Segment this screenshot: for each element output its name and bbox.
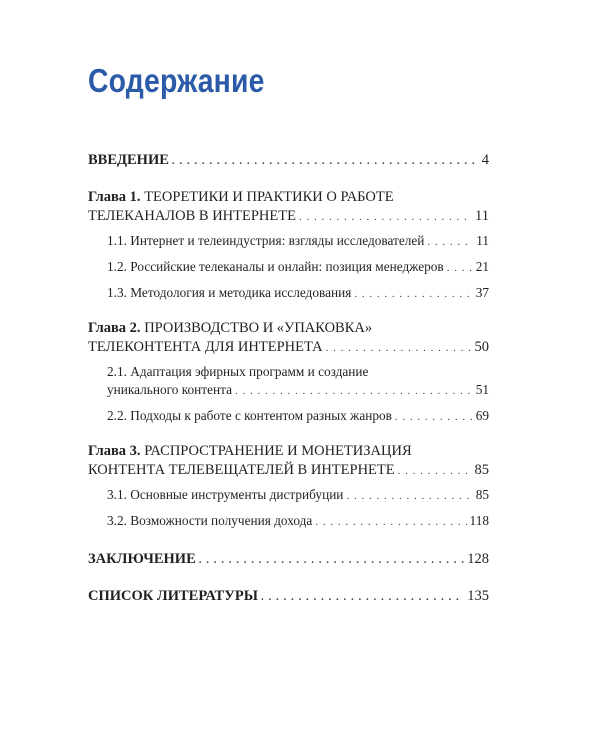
toc-section-2-1[interactable] bbox=[107, 363, 489, 400]
chapter-title-line2[interactable] bbox=[88, 338, 489, 358]
chapter-title-part1: РАСПРОСТРАНЕНИЕ И МОНЕТИЗАЦИЯ bbox=[144, 443, 412, 459]
chapter-title-part2: КОНТЕНТА ТЕЛЕВЕЩАТЕЛЕЙ В ИНТЕРНЕТЕ bbox=[88, 462, 395, 478]
chapter-title-line[interactable] bbox=[88, 442, 489, 461]
toc-chapter-2 bbox=[88, 319, 489, 426]
chapter-title-part2: ТЕЛЕКОНТЕНТА ДЛЯ ИНТЕРНЕТА bbox=[88, 339, 323, 355]
chapter-2-sections bbox=[107, 363, 489, 426]
chapter-title-line[interactable] bbox=[88, 319, 489, 338]
chapter-title-line[interactable] bbox=[88, 188, 489, 207]
chapter-3-sections bbox=[107, 486, 489, 531]
toc-page-number: 21 bbox=[475, 259, 489, 274]
toc-page-number: 128 bbox=[467, 551, 489, 567]
dot-leader bbox=[354, 285, 472, 303]
toc-chapter-3 bbox=[88, 442, 489, 531]
toc-page-number: 50 bbox=[474, 339, 489, 355]
toc-page-number: 135 bbox=[467, 588, 489, 604]
toc-section-1-3[interactable] bbox=[107, 284, 489, 303]
toc-page-number: 85 bbox=[474, 462, 489, 478]
dot-leader bbox=[235, 382, 473, 400]
section-title-cont: уникального контента bbox=[107, 382, 232, 397]
section-title: 1.1. Интернет и телеиндустрия: взгляды исследователей bbox=[107, 233, 425, 248]
toc-entry-label: ЗАКЛЮЧЕНИЕ bbox=[88, 551, 196, 567]
table-of-contents bbox=[88, 151, 489, 607]
toc-page-number: 11 bbox=[475, 208, 489, 224]
section-title: 3.1. Основные инструменты дистрибуции bbox=[107, 487, 344, 502]
toc-page-number: 118 bbox=[469, 513, 489, 528]
toc-page-number: 69 bbox=[475, 408, 489, 423]
toc-section-3-1[interactable] bbox=[107, 486, 489, 505]
section-title: 1.2. Российские телеканалы и онлайн: позиция менеджеров bbox=[107, 259, 444, 274]
chapter-title-line2[interactable] bbox=[88, 461, 489, 481]
dot-leader bbox=[172, 152, 479, 171]
toc-entry-label: СПИСОК ЛИТЕРАТУРЫ bbox=[88, 588, 258, 604]
dot-leader bbox=[398, 462, 472, 481]
dot-leader bbox=[427, 233, 473, 251]
dot-leader bbox=[326, 339, 472, 358]
toc-page-number: 11 bbox=[476, 233, 489, 248]
chapter-number: Глава 2. bbox=[88, 320, 141, 336]
toc-entry-intro[interactable] bbox=[88, 151, 489, 171]
chapter-title-line2[interactable] bbox=[88, 207, 489, 227]
toc-entry-label: ВВЕДЕНИЕ bbox=[88, 152, 169, 168]
dot-leader bbox=[447, 259, 473, 277]
chapter-1-sections bbox=[107, 232, 489, 303]
dot-leader bbox=[395, 408, 473, 426]
toc-entry-conclusion[interactable] bbox=[88, 550, 489, 570]
chapter-number: Глава 1. bbox=[88, 189, 141, 205]
toc-page-number: 85 bbox=[475, 487, 489, 502]
dot-leader bbox=[315, 513, 466, 531]
toc-section-1-1[interactable] bbox=[107, 232, 489, 251]
dot-leader bbox=[261, 588, 464, 607]
toc-page-number: 4 bbox=[481, 152, 489, 168]
toc-section-2-2[interactable] bbox=[107, 407, 489, 426]
dot-leader bbox=[346, 487, 472, 505]
dot-leader bbox=[199, 551, 464, 570]
toc-section-1-2[interactable] bbox=[107, 258, 489, 277]
chapter-title-part2: ТЕЛЕКАНАЛОВ В ИНТЕРНЕТЕ bbox=[88, 208, 296, 224]
section-title: 2.1. Адаптация эфирных программ и создание bbox=[107, 364, 369, 379]
toc-section-3-2[interactable] bbox=[107, 512, 489, 531]
section-title: 3.2. Возможности получения дохода bbox=[107, 513, 313, 528]
toc-entry-references[interactable] bbox=[88, 587, 489, 607]
toc-chapter-1 bbox=[88, 188, 489, 303]
chapter-title-part1: ТЕОРЕТИКИ И ПРАКТИКИ О РАБОТЕ bbox=[144, 189, 394, 205]
toc-page-number: 37 bbox=[475, 285, 489, 300]
page-title: Содержание bbox=[88, 62, 265, 99]
chapter-number: Глава 3. bbox=[88, 443, 141, 459]
toc-page-number: 51 bbox=[475, 382, 489, 397]
dot-leader bbox=[299, 208, 472, 227]
section-title: 2.2. Подходы к работе с контентом разных жанров bbox=[107, 408, 392, 423]
section-title: 1.3. Методология и методика исследования bbox=[107, 285, 352, 300]
chapter-title-part1: ПРОИЗВОДСТВО И «УПАКОВКА» bbox=[144, 320, 373, 336]
